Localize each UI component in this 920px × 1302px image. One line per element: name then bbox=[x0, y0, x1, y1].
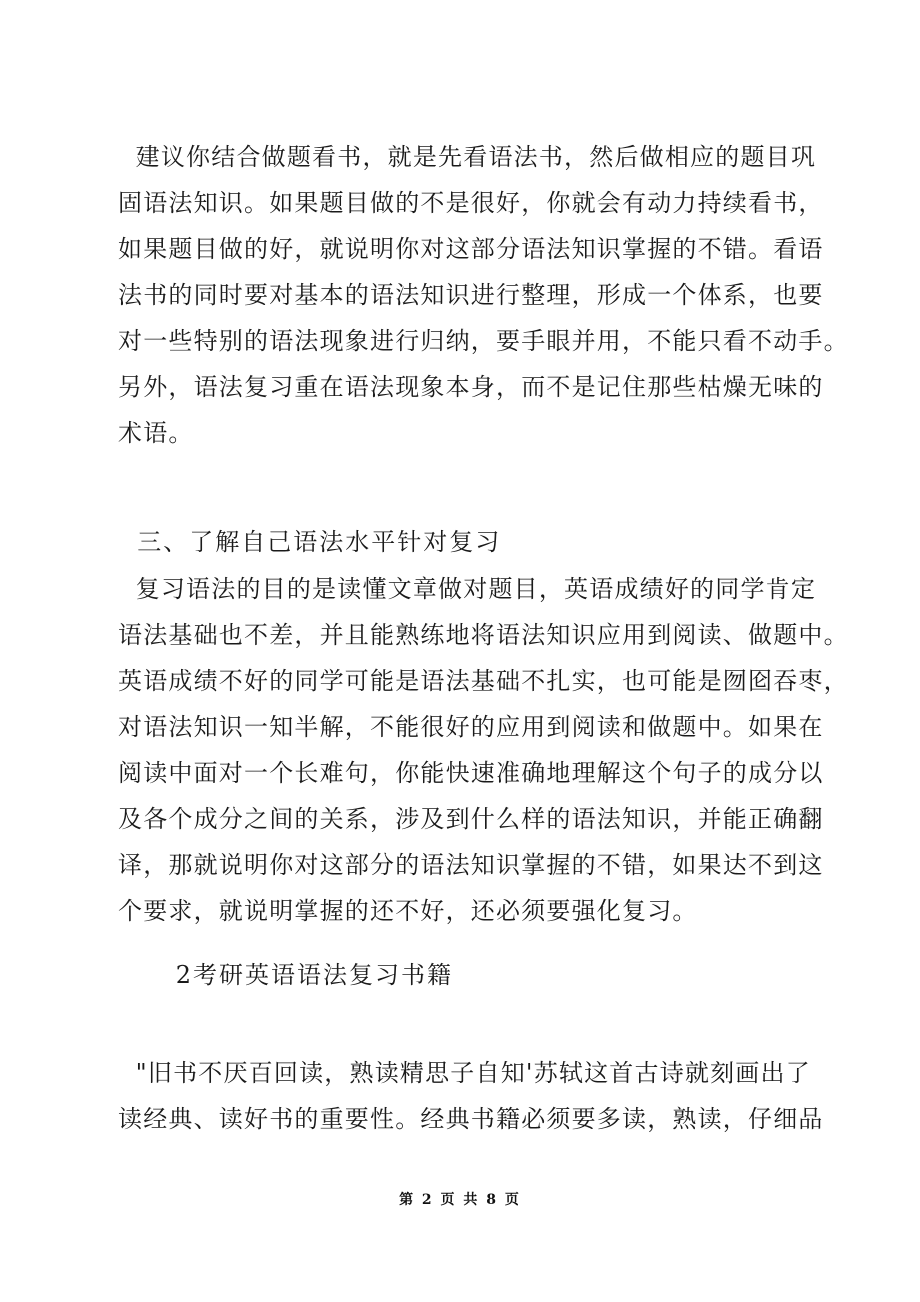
text-line: 对一些特别的语法现象进行归纳，要手眼并用，不能只看不动手。 bbox=[118, 327, 849, 355]
text-line: 建议你结合做题看书，就是先看语法书，然后做相应的题目巩 bbox=[118, 143, 817, 171]
body-paragraph-classic-books bbox=[118, 1050, 824, 1142]
text-line: 复习语法的目的是读懂文章做对题目，英语成绩好的同学肯定 bbox=[118, 575, 817, 603]
heading-text: 2考研英语语法复习书籍 bbox=[118, 961, 454, 989]
heading-text: 三、了解自己语法水平针对复习 bbox=[118, 528, 502, 556]
section-heading bbox=[118, 519, 818, 565]
body-paragraph-grammar-level bbox=[118, 566, 849, 934]
text-line: 英语成绩不好的同学可能是语法基础不扎实，也可能是囫囵吞枣， bbox=[118, 667, 849, 695]
text-line: 译，那就说明你对这部分的语法知识掌握的不错，如果达不到这 bbox=[118, 851, 824, 879]
text-line: 阅读中面对一个长难句，你能快速准确地理解这个句子的成分以 bbox=[118, 759, 824, 787]
text-line: 及各个成分之间的关系，涉及到什么样的语法知识，并能正确翻 bbox=[118, 805, 824, 833]
text-line: 个要求，就说明掌握的还不好，还必须要强化复习。 bbox=[118, 897, 698, 925]
text-line: 如果题目做的好，就说明你对这部分语法知识掌握的不错。看语 bbox=[118, 235, 824, 263]
text-line: 语法基础也不差，并且能熟练地将语法知识应用到阅读、做题中。 bbox=[118, 621, 849, 649]
page-footer: 第 2 页 共 8 页 bbox=[399, 1192, 521, 1208]
text-line: 固语法知识。如果题目做的不是很好，你就会有动力持续看书， bbox=[118, 189, 824, 217]
text-line: 术语。 bbox=[118, 419, 194, 447]
text-line: 另外，语法复习重在语法现象本身，而不是记住那些枯燥无味的 bbox=[118, 373, 824, 401]
text-line: "旧书不厌百回读，熟读精思子自知'苏轼这首古诗就刻画出了 bbox=[118, 1059, 811, 1087]
section-heading-books bbox=[118, 952, 818, 998]
text-line: 对语法知识一知半解，不能很好的应用到阅读和做题中。如果在 bbox=[118, 713, 824, 741]
body-paragraph-grammar-advice bbox=[118, 134, 849, 456]
text-line: 读经典、读好书的重要性。经典书籍必须要多读，熟读，仔细品 bbox=[118, 1105, 824, 1133]
text-line: 法书的同时要对基本的语法知识进行整理，形成一个体系，也要 bbox=[118, 281, 824, 309]
